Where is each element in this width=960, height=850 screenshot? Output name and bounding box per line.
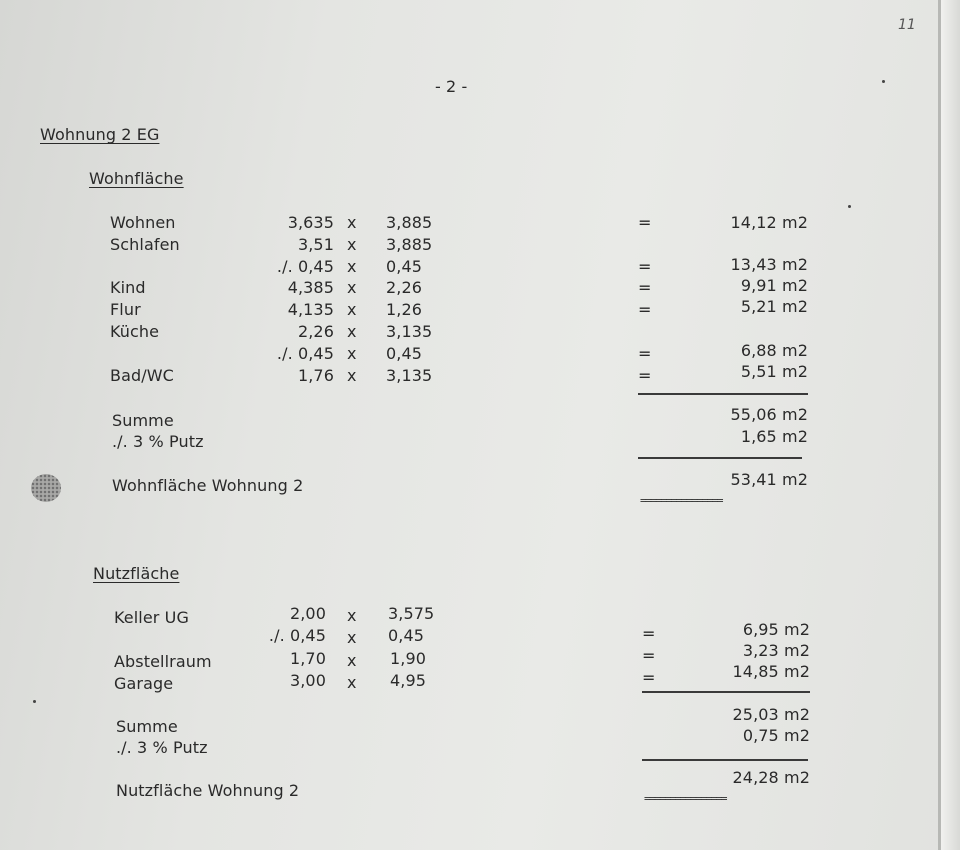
room-name: Abstellraum — [114, 652, 212, 671]
equals-sign: = — [638, 300, 652, 319]
area-result: 13,43 m2 — [730, 255, 808, 274]
equals-sign: = — [642, 624, 656, 643]
area-result: 14,85 m2 — [732, 662, 810, 681]
subtotal-rule — [642, 759, 808, 761]
summe-value: 25,03 m2 — [732, 705, 810, 724]
speck — [848, 205, 851, 208]
room-name: Garage — [114, 674, 174, 693]
multiply-sign: x — [347, 322, 357, 341]
paper-stack-edge — [941, 0, 960, 850]
equals-sign: = — [638, 278, 652, 297]
dimension-b: 1,90 — [390, 649, 427, 668]
area-result: 6,95 m2 — [742, 620, 810, 639]
dimension-a: ./. 0,45 — [276, 257, 334, 276]
wohnflaeche-heading: Wohnfläche — [89, 169, 184, 188]
putz-label: ./. 3 % Putz — [112, 432, 204, 451]
dimension-a: 3,635 — [287, 213, 334, 232]
dimension-a: 3,00 — [289, 671, 326, 690]
room-name: Bad/WC — [110, 366, 174, 385]
handwritten-page-annotation: 11 — [898, 17, 916, 33]
dimension-a: 1,70 — [289, 649, 326, 668]
equals-sign: = — [638, 344, 652, 363]
punch-hole — [31, 474, 61, 502]
multiply-sign: x — [347, 366, 357, 385]
section-title: Wohnung 2 EG — [40, 125, 160, 144]
summe-label: Summe — [112, 411, 174, 430]
dimension-b: 0,45 — [386, 344, 423, 363]
dimension-a: 1,76 — [297, 366, 334, 385]
dimension-b: 1,26 — [386, 300, 423, 319]
multiply-sign: x — [347, 257, 357, 276]
summe-label: Summe — [116, 717, 178, 736]
summe-value: 55,06 m2 — [730, 405, 808, 424]
area-result: 9,91 m2 — [740, 276, 808, 295]
multiply-sign: x — [347, 344, 357, 363]
multiply-sign: x — [347, 673, 357, 692]
dimension-b: 2,26 — [386, 278, 423, 297]
area-result: 5,21 m2 — [740, 297, 808, 316]
room-name: Keller UG — [114, 608, 189, 627]
sum-rule — [642, 691, 810, 693]
equals-sign: = — [642, 646, 656, 665]
double-underline: ================ — [644, 792, 726, 805]
dimension-b: 3,135 — [386, 366, 433, 385]
dimension-a: 2,00 — [289, 604, 326, 623]
nutzflaeche-total-value: 24,28 m2 — [732, 768, 810, 787]
area-result: 6,88 m2 — [740, 341, 808, 360]
wohnflaeche-total-value: 53,41 m2 — [730, 470, 808, 489]
dimension-a: ./. 0,45 — [276, 344, 334, 363]
equals-sign: = — [638, 366, 652, 385]
dimension-a: 3,51 — [297, 235, 334, 254]
area-result: 14,12 m2 — [730, 213, 808, 232]
multiply-sign: x — [347, 606, 357, 625]
dimension-a: 4,135 — [287, 300, 334, 319]
dimension-a: 4,385 — [287, 278, 334, 297]
dimension-a: 2,26 — [297, 322, 334, 341]
speck — [882, 80, 885, 83]
room-name: Kind — [110, 278, 146, 297]
area-result: 3,23 m2 — [742, 641, 810, 660]
putz-value: 0,75 m2 — [742, 726, 810, 745]
dimension-a: ./. 0,45 — [268, 626, 326, 645]
sum-rule — [638, 393, 808, 395]
speck — [33, 700, 36, 703]
area-result: 5,51 m2 — [740, 362, 808, 381]
equals-sign: = — [638, 257, 652, 276]
subtotal-rule — [638, 457, 802, 459]
putz-label: ./. 3 % Putz — [116, 738, 208, 757]
dimension-b: 3,885 — [386, 235, 433, 254]
room-name: Wohnen — [110, 213, 176, 232]
nutzflaeche-total-label: Nutzfläche Wohnung 2 — [116, 781, 300, 800]
multiply-sign: x — [347, 651, 357, 670]
room-name: Flur — [110, 300, 141, 319]
nutzflaeche-heading: Nutzfläche — [93, 564, 180, 583]
multiply-sign: x — [347, 213, 357, 232]
dimension-b: 3,885 — [386, 213, 433, 232]
double-underline: ================ — [640, 494, 722, 507]
room-name: Küche — [110, 322, 160, 341]
dimension-b: 3,135 — [386, 322, 433, 341]
dimension-b: 0,45 — [388, 626, 425, 645]
wohnflaeche-total-label: Wohnfläche Wohnung 2 — [112, 476, 304, 495]
dimension-b: 3,575 — [388, 604, 435, 623]
multiply-sign: x — [347, 300, 357, 319]
equals-sign: = — [642, 668, 656, 687]
equals-sign: = — [638, 213, 652, 232]
page-number: - 2 - — [435, 77, 468, 96]
dimension-b: 4,95 — [390, 671, 427, 690]
dimension-b: 0,45 — [386, 257, 423, 276]
multiply-sign: x — [347, 235, 357, 254]
room-name: Schlafen — [110, 235, 180, 254]
putz-value: 1,65 m2 — [740, 427, 808, 446]
multiply-sign: x — [347, 628, 357, 647]
multiply-sign: x — [347, 278, 357, 297]
